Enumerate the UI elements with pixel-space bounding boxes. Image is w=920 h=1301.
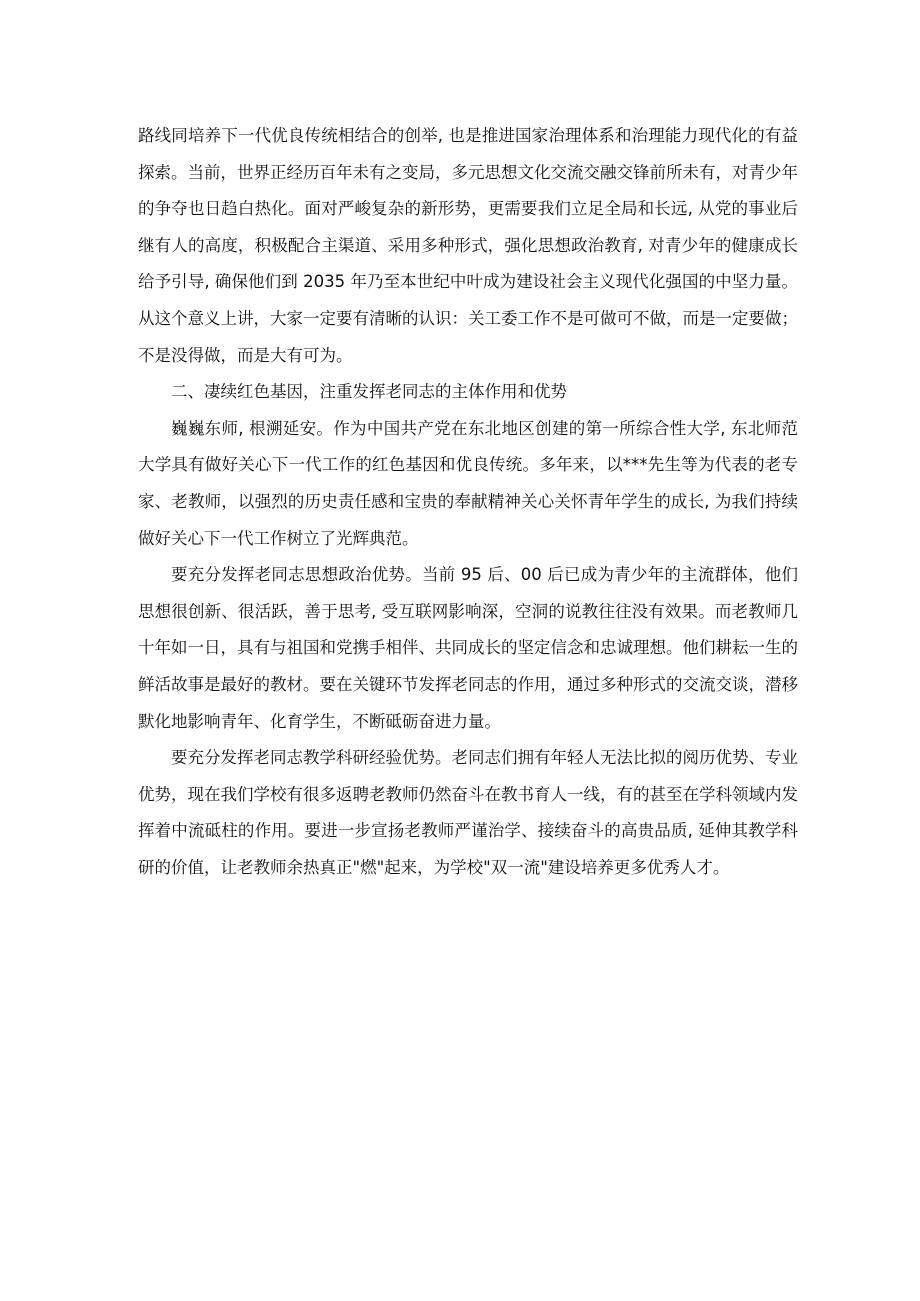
paragraph-teaching-research-advantage: 要充分发挥老同志教学科研经验优势。老同志们拥有年轻人无法比拟的阅历优势、专业优势，现在我们学校有很多返聘老教师仍然奋斗在教书育人一线，有的甚至在学科领域内发挥着中流砥柱的作用。要进一步宣扬老教师严谨治学、接续奋斗的高贵品质, 延伸其教学科研的价值，让老教师余热真正"燃"起来，为学校"双一流"建设培养更多优秀人才。	[138, 748, 798, 877]
section-heading: 二、凄续红色基因，注重发挥老同志的主体作用和优势	[171, 382, 567, 402]
paragraph-red-gene: 巍巍东师, 根溯延安。作为中国共产党在东北地区创建的第一所综合性大学, 东北师范大学具有做好关心下一代工作的红色基因和优良传统。多年来，以***先生等为代表的老专家、老教师，以强烈的历史责任感和宝贵的奉献精神关心关怀青年学生的成长, 为我们持续做好关心下一代工作树立了光辉典范。	[138, 418, 798, 548]
paragraph-continuation: 路线同培养下一代优良传统相结合的创举, 也是推进国家治理体系和治理能力现代化的有益探索。当前，世界正经历百年未有之变局，多元思想文化交流交融交锋前所未有，对青少年的争夺也日趋白热化。面对严峻复杂的新形势，更需要我们立足全局和长远, 从党的事业后继有人的高度，积极配合主渠道、采用多种形式，强化思想政治教育, 对青少年的健康成长给予引导, 确保他们到 2035 年乃至本世纪中叶成为建设社会主义现代化强国的中坚力量。从这个意义上讲，大家一定要有清晰的认识：关工委工作不是可做可不做，而是一定要做；不是没得做，而是大有可为。	[138, 126, 798, 365]
paragraph-political-advantage: 要充分发挥老同志思想政治优势。当前 95 后、00 后已成为青少年的主流群体，他们思想很创新、很活跃，善于思考, 受互联网影响深，空洞的说教往往没有效果。而老教师几十年如一日，具有与祖国和党携手相伴、共同成长的坚定信念和忠诚理想。他们耕耘一生的鲜活故事是最好的教材。要在关键环节发挥老同志的作用，通过多种形式的交流交谈，潜移默化地影响青年、化育学生，不断砥砺奋进力量。	[138, 565, 798, 731]
document-body	[138, 118, 798, 886]
